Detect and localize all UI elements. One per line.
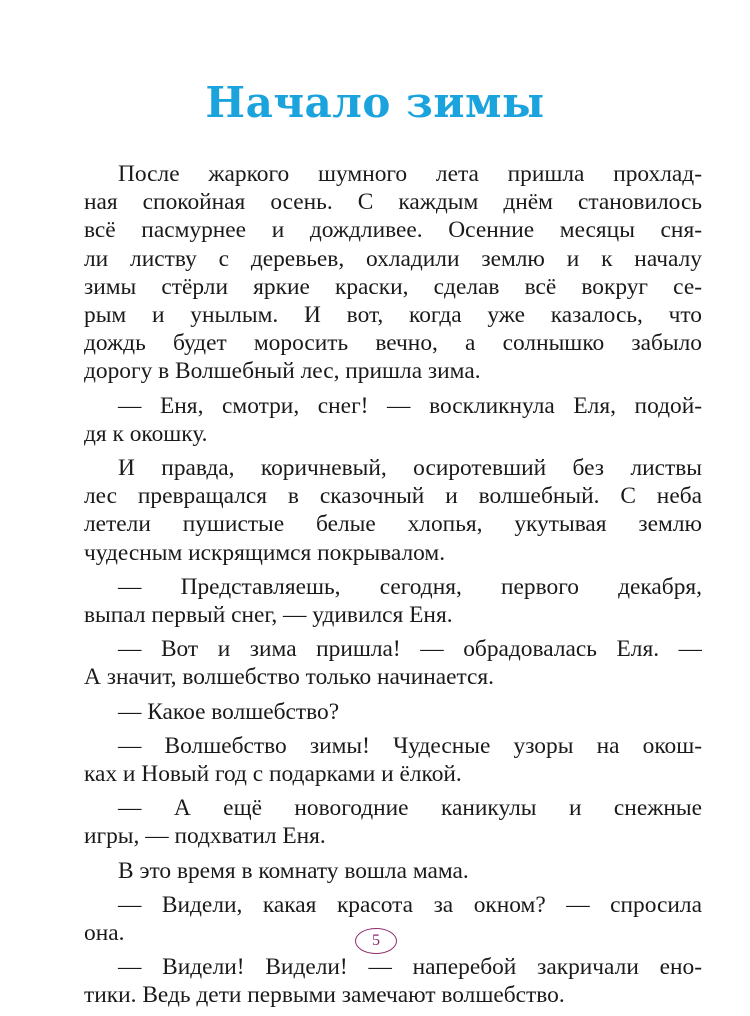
paragraph [84,953,702,1009]
text-line: После жаркого шумного лета пришла прохлад- [118,161,702,187]
text-line: — Волшебство зимы! Чудесные узоры на окош- [118,732,702,759]
text-line: А значит, волшебство только начинается. [84,664,495,691]
text-line: лес превращался в сказочный и волшебный. С неба [84,483,702,510]
chapter-body [84,160,702,1016]
text-line: — Вот и зима пришла! — обрадовалась Еля. — [118,636,702,663]
text-line: ная спокойная осень. С каждым днём становилось [84,189,702,216]
chapter-title: Начало зимы [205,78,545,127]
text-line: — Видели! Видели! — наперебой закричали ено- [118,954,702,981]
page-number: 5 [355,928,397,954]
paragraph [84,857,702,885]
text-line: — Еня, смотри, снег! — воскликнула Еля, подой- [118,392,702,419]
text-line: И правда, коричневый, осиротевший без листвы [118,455,702,482]
text-line: дождь будет моросить вечно, а солнышко забыло [84,330,702,357]
text-line: ли листву с деревьев, охладили землю и к началу [84,245,702,272]
text-line: она. [84,920,125,947]
paragraph [84,732,702,788]
paragraph [84,392,702,448]
paragraph [84,635,702,691]
text-line: зимы стёрли яркие краски, сделав всё вокруг се- [84,273,702,300]
paragraph [84,573,702,629]
text-line: игры, — подхватил Еня. [84,823,326,850]
paragraph [84,698,702,726]
text-line: рым и унылым. И вот, когда уже казалось, что [84,302,702,329]
text-line: дя к окошку. [84,420,208,447]
text-line: — Представляешь, сегодня, первого декабря, [118,573,702,600]
paragraph [84,454,702,567]
text-line: В это время в комнату вошла мама. [118,857,469,884]
text-line: дорогу в Волшебный лес, пришла зима. [84,358,481,385]
text-line: чудесным искрящимся покрывалом. [84,539,446,566]
paragraph [84,794,702,850]
paragraph [84,160,702,386]
text-line: выпал первый снег, — удивился Еня. [84,602,453,629]
text-line: всё пасмурнее и дождливее. Осенние месяцы сня- [84,217,702,244]
text-line: — А ещё новогодние каникулы и снежные [118,795,702,822]
text-line: тики. Ведь дети первыми замечают волшебство. [84,982,565,1009]
text-line: — Какое волшебство? [118,698,340,725]
text-line: летели пушистые белые хлопья, укутывая землю [84,511,702,538]
text-line: — Видели, какая красота за окном? — спросила [118,891,702,918]
text-line: ках и Новый год с подарками и ёлкой. [84,761,462,788]
